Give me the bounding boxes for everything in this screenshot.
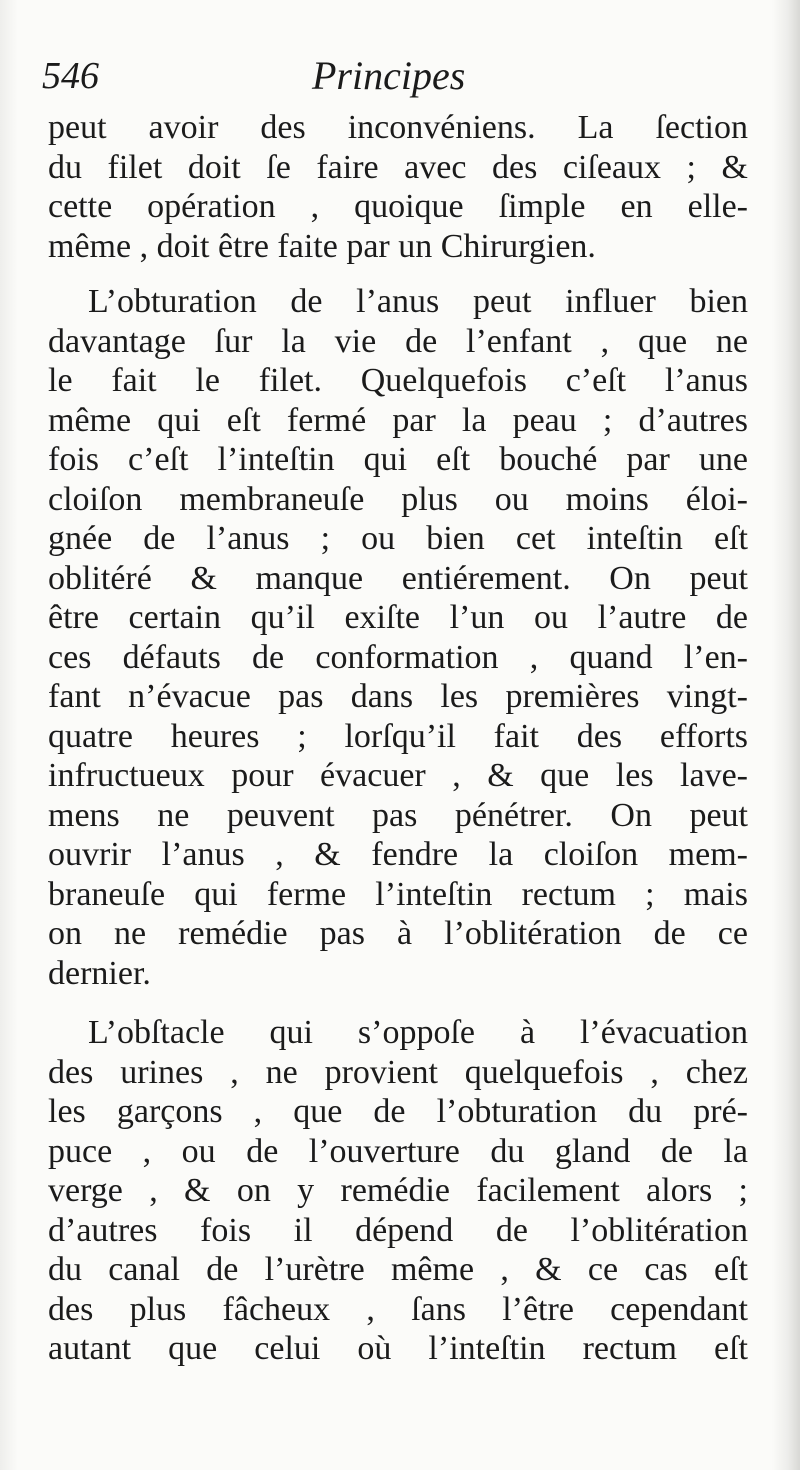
page-edge-shadow xyxy=(772,0,800,1470)
paragraph-1 xyxy=(48,108,748,266)
text-line: même qui eſt fermé par la peau ; d’autres xyxy=(48,401,748,439)
running-title: Principes xyxy=(312,53,466,98)
page-fold-shadow xyxy=(0,0,18,1470)
text-line: les garçons , que de l’obturation du pré- xyxy=(48,1093,748,1130)
text-line: ces défauts de conformation , quand l’en- xyxy=(48,638,748,676)
text-line: même , doit être faite par un Chirurgien. xyxy=(48,227,596,265)
text-line: le fait le filet. Quelquefois c’eſt l’anus xyxy=(48,362,748,399)
text-line: mens ne peuvent pas pénétrer. On peut xyxy=(48,796,748,834)
text-line: des plus fâcheux , ſans l’être cependant xyxy=(48,1290,748,1328)
page-text xyxy=(48,108,748,1369)
text-line: quatre heures ; lorſqu’il fait des efforts xyxy=(48,717,748,755)
page-number: 546 xyxy=(42,55,99,97)
text-line: dernier. xyxy=(48,954,151,992)
text-line: du canal de l’urètre même , & ce cas eſt xyxy=(48,1251,748,1288)
paragraph-3 xyxy=(48,1013,748,1369)
text-line: L’obſtacle qui s’oppoſe à l’évacuation xyxy=(88,1014,748,1051)
text-line: fant n’évacue pas dans les premières vingt- xyxy=(48,678,748,715)
text-line: ouvrir l’anus , & fendre la cloiſon mem- xyxy=(48,836,748,873)
text-line: oblitéré & manque entiérement. On peut xyxy=(48,559,748,597)
text-line: être certain qu’il exiſte l’un ou l’autre de xyxy=(48,599,748,636)
text-line: cette opération , quoique ſimple en elle- xyxy=(48,188,748,225)
text-line: L’obturation de l’anus peut influer bien xyxy=(88,283,748,320)
text-line: fois c’eſt l’inteſtin qui eſt bouché par une xyxy=(48,441,748,478)
text-line: on ne remédie pas à l’oblitération de ce xyxy=(48,915,748,952)
text-line: autant que celui où l’inteſtin rectum eſt xyxy=(48,1330,748,1367)
paragraph-gap xyxy=(48,266,748,282)
running-head xyxy=(40,52,752,104)
text-line: davantage ſur la vie de l’enfant , que ne xyxy=(48,322,748,360)
paragraph-gap xyxy=(48,993,748,1013)
text-line: gnée de l’anus ; ou bien cet inteſtin eſt xyxy=(48,520,748,557)
text-line: d’autres fois il dépend de l’oblitération xyxy=(48,1211,748,1249)
text-line: du filet doit ſe faire avec des ciſeaux ; & xyxy=(48,148,748,186)
text-line: braneuſe qui ferme l’inteſtin rectum ; mais xyxy=(48,875,748,913)
text-line: infructueux pour évacuer , & que les lave- xyxy=(48,757,748,794)
paragraph-2 xyxy=(48,282,748,993)
text-line: puce , ou de l’ouverture du gland de la xyxy=(48,1132,748,1170)
text-line: des urines , ne provient quelquefois , chez xyxy=(48,1053,748,1091)
text-line: peut avoir des inconvéniens. La ſection xyxy=(48,109,748,146)
text-line: cloiſon membraneuſe plus ou moins éloi- xyxy=(48,480,748,518)
text-line: verge , & on y remédie facilement alors ; xyxy=(48,1172,748,1209)
